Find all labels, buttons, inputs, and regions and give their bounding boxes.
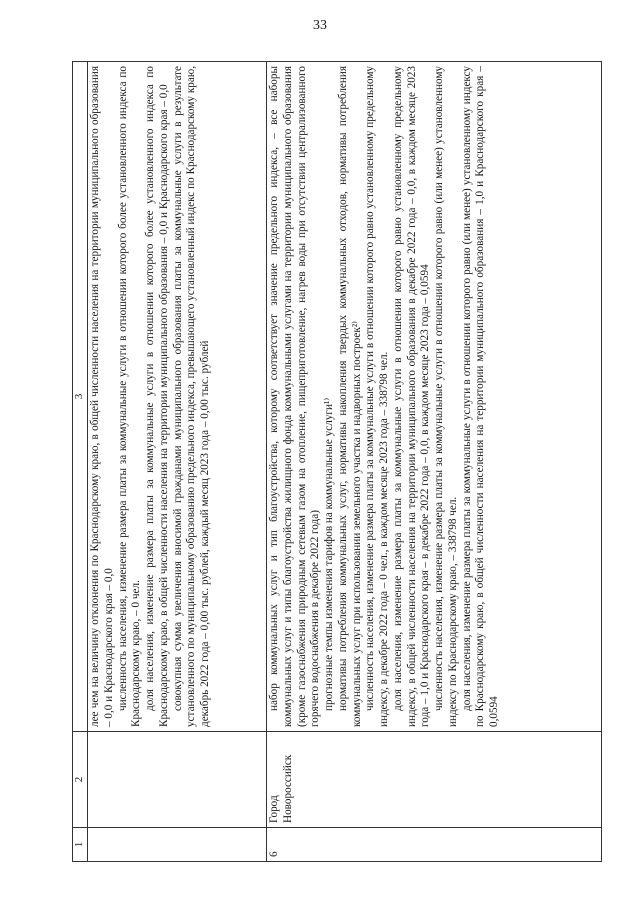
table-row bbox=[267, 62, 602, 862]
column-header-2: 2 bbox=[73, 732, 88, 828]
paragraph: доля населения, изменение размера платы за коммунальные услуги в отношении которого равно (или менее) установленному индексу по Краснодарскому краю, в общей численности населения на территории муниципального образования – 1,0 и Краснодарского края – 0,0594 bbox=[460, 66, 501, 727]
indices-table bbox=[72, 61, 602, 862]
paragraph: совокупная сумма увеличения вносимой гражданами муниципального образования платы за коммунальные услуги в результате установленного по муниципальному образованию предельного индекса, превышающего установленный индекс по Краснодарскому краю, декабрь 2022 года – 0,00 тыс. рублей, каждый месяц 2023 года – 0,00 тыс. рублей bbox=[171, 66, 212, 727]
table-row bbox=[88, 62, 267, 862]
row-number bbox=[88, 828, 267, 862]
paragraph: численность населения, изменение размера платы за коммунальные услуги в отношении которого равно установленному предельному индексу, в декабре 2022 года – 0 чел., в каждом месяце 2023 года – 338798 чел. bbox=[364, 66, 391, 727]
page-number: 33 bbox=[313, 18, 327, 33]
column-header-3: 3 bbox=[73, 62, 88, 732]
paragraph: прогнозные темпы изменения тарифов на коммунальные услуги¹⁾ bbox=[323, 397, 336, 711]
paragraph: нормативы потребления коммунальных услуг, нормативы накопления твердых коммунальных отходов, нормативы потребления коммунальных услуг при использовании земельного участка и надворных построек²⁾ bbox=[336, 66, 363, 727]
paragraph: доля населения, изменение размера платы за коммунальные услуги в отношении которого более установленного индекса по Краснодарскому краю, в общей численности населения на территории муниципального образования – 0,0 и Краснодарского края – 0,0 bbox=[144, 66, 170, 727]
paragraph: лее чем на величину отклонения по Краснодарскому краю, в общей численности населения на территории муниципального образования – 0,0 и Краснодарского края – 0,0 bbox=[89, 66, 115, 727]
column-header-1: 1 bbox=[73, 828, 88, 862]
table-header-row bbox=[73, 62, 88, 862]
paragraph: численность населения, изменение размера платы за коммунальные услуги в отношении которого равно (или менее) установленному индексу по Краснодарскому краю, – 338798 чел. bbox=[433, 66, 459, 727]
paragraph: численность населения, изменение размера платы за коммунальные услуги в отношении которого более установленного индекса по Краснодарскому краю, – 0 чел. bbox=[116, 66, 143, 727]
municipality-name: Город Новороссийск bbox=[267, 732, 602, 828]
row-number: 6 bbox=[267, 828, 602, 862]
paragraph: набор коммунальных услуг и тип благоустройства, которому соответствует значение предельного индекса, – все наборы коммунальных услуг и типы благоустройства жилищного фонда коммунальными услугами на территории муниципального образования (кроме газоснабжения природным сетевым газом на отопление, пищеприготовление, нагрев воды при отсутствии централизованного горячего водоснабжения в декабре 2022 года) bbox=[268, 66, 322, 727]
rotated-table-area bbox=[72, 62, 602, 862]
row-description bbox=[88, 62, 267, 732]
paragraph: доля населения, изменение размера платы за коммунальные услуги в отношении которого равно установленному предельному индексу, в общей численности населения на территории муниципального образования в декабре 2022 года – 0,0, в каждом месяце 2023 года – 1,0 и Краснодарского края – в декабре 2022 года – 0,0, в каждом месяце 2023 года – 0,0594 bbox=[391, 66, 432, 727]
municipality-name bbox=[88, 732, 267, 828]
row-description bbox=[267, 62, 602, 732]
